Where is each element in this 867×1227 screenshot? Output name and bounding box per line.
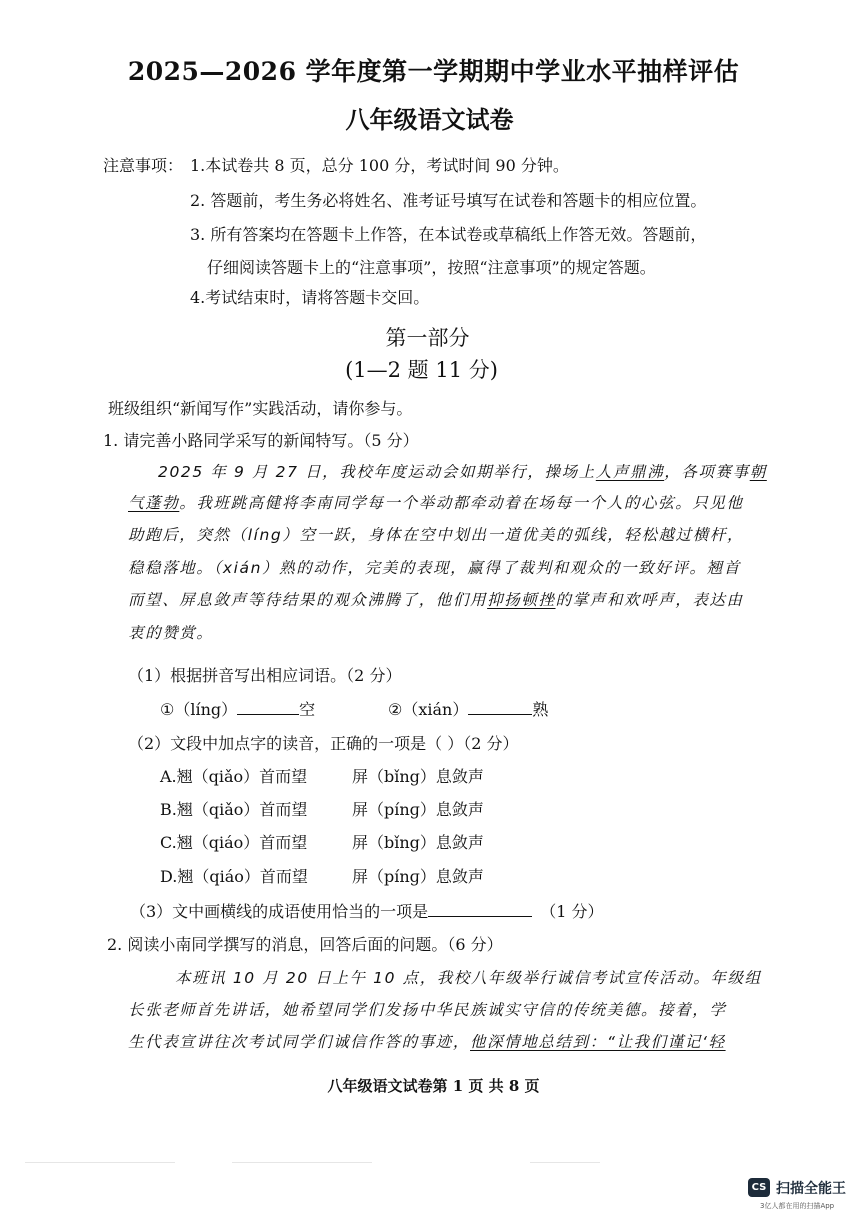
q2-stem: 2. 阅读小南同学撰写的消息，回答后面的问题。（6 分）	[107, 935, 503, 954]
scan-artifact	[530, 1162, 600, 1163]
answer-blank-xian[interactable]	[468, 700, 532, 715]
q1-passage-line-4: 稳稳落地。（xián）熟的动作，完美的表现，赢得了裁判和观众的一致好评。翘首	[128, 559, 741, 577]
q1-sub3: （3）文中画横线的成语使用恰当的一项是 （1 分）	[130, 902, 604, 921]
note-item-1: 1.本试卷共 8 页，总分 100 分，考试时间 90 分钟。	[190, 156, 569, 175]
section-title: 第一部分	[385, 326, 470, 350]
exam-title: 2025—2026 学年度第一学期期中学业水平抽样评估	[127, 57, 740, 86]
q1-sub1-b: ②（xián） 熟	[388, 700, 549, 719]
option-c-left: C.翘（qiáo）首而望	[160, 833, 308, 852]
q1-passage-line-6: 衷的赞赏。	[128, 624, 214, 642]
q1-sub2: （2）文段中加点字的读音，正确的一项是（ ）（2 分）	[128, 734, 519, 753]
option-a-right: 屏（bǐng）息敛声	[352, 767, 484, 786]
q1-passage-line-5: 而望、屏息敛声等待结果的观众沸腾了，他们用抑扬顿挫的掌声和欢呼声，表达由	[128, 591, 744, 609]
q1-passage-line-1: 2025 年 9 月 27 日，我校年度运动会如期举行，操场上人声鼎沸，各项赛事朝	[158, 463, 767, 481]
section-range: (1—2 题 11 分)	[345, 358, 498, 382]
option-a-left: A.翘（qiǎo）首而望	[160, 767, 308, 786]
q2-passage-line-2: 长张老师首先讲话，她希望同学们发扬中华民族诚实守信的传统美德。接着，学	[128, 1001, 727, 1019]
camscanner-brand: 扫描全能王	[776, 1181, 846, 1197]
q1-stem: 1. 请完善小路同学采写的新闻特写。（5 分）	[103, 431, 419, 450]
option-b-right: 屏（pínɡ）息敛声	[352, 800, 484, 819]
idiom-renshengdingfei: 人声鼎沸	[595, 463, 665, 481]
idiom-yiyangdunchuo: 抑扬顿挫	[487, 591, 556, 609]
q2-passage-line-1: 本班讯 10 月 20 日上午 10 点，我校八年级举行诚信考试宣传活动。年级组	[175, 969, 762, 987]
note-item-3-cont: 仔细阅读答题卡上的“注意事项”，按照“注意事项”的规定答题。	[207, 258, 656, 277]
option-d-left: D.翘（qiáo）首而望	[160, 867, 308, 886]
option-b-left: B.翘（qiǎo）首而望	[160, 800, 308, 819]
q2-underlined-sentence: 他深情地总结到：“让我们谨记‘轻	[470, 1033, 726, 1051]
q2-passage-line-3: 生代表宣讲往次考试同学们诚信作答的事迹，他深情地总结到：“让我们谨记‘轻	[128, 1033, 726, 1051]
scan-artifact	[232, 1162, 372, 1163]
option-c-right: 屏（bǐng）息敛声	[352, 833, 484, 852]
page-footer: 八年级语文试卷第 1 页 共 8 页	[327, 1077, 540, 1095]
camscanner-tagline: 3亿人都在用的扫描App	[760, 1202, 835, 1210]
answer-blank-idiom[interactable]	[428, 902, 532, 917]
section-intro: 班级组织“新闻写作”实践活动，请你参与。	[108, 399, 413, 418]
scan-artifact	[25, 1162, 175, 1163]
q1-sub1-a: ①（líng） 空	[160, 700, 316, 719]
option-d-right: 屏（pínɡ）息敛声	[352, 867, 484, 886]
note-item-2: 2. 答题前，考生务必将姓名、准考证号填写在试卷和答题卡的相应位置。	[190, 191, 707, 210]
notes-label: 注意事项：	[103, 156, 184, 175]
note-item-3: 3. 所有答案均在答题卡上作答，在本试卷或草稿纸上作答无效。答题前，	[190, 225, 707, 244]
q1-passage-line-3: 助跑后，突然（líng）空一跃，身体在空中划出一道优美的弧线，轻松越过横杆，	[128, 526, 745, 544]
exam-subtitle: 八年级语文试卷	[345, 105, 514, 134]
q1-sub1: （1）根据拼音写出相应词语。（2 分）	[128, 666, 402, 685]
note-item-4: 4.考试结束时，请将答题卡交回。	[190, 288, 430, 307]
camscanner-logo-icon: CS	[748, 1178, 770, 1197]
q1-passage-line-2: 气蓬勃。我班跳高健将李南同学每一个举动都牵动着在场每一个人的心弦。只见他	[128, 494, 744, 512]
idiom-zhaoqipengbo: 气蓬勃	[128, 494, 180, 512]
answer-blank-ling[interactable]	[237, 700, 299, 715]
